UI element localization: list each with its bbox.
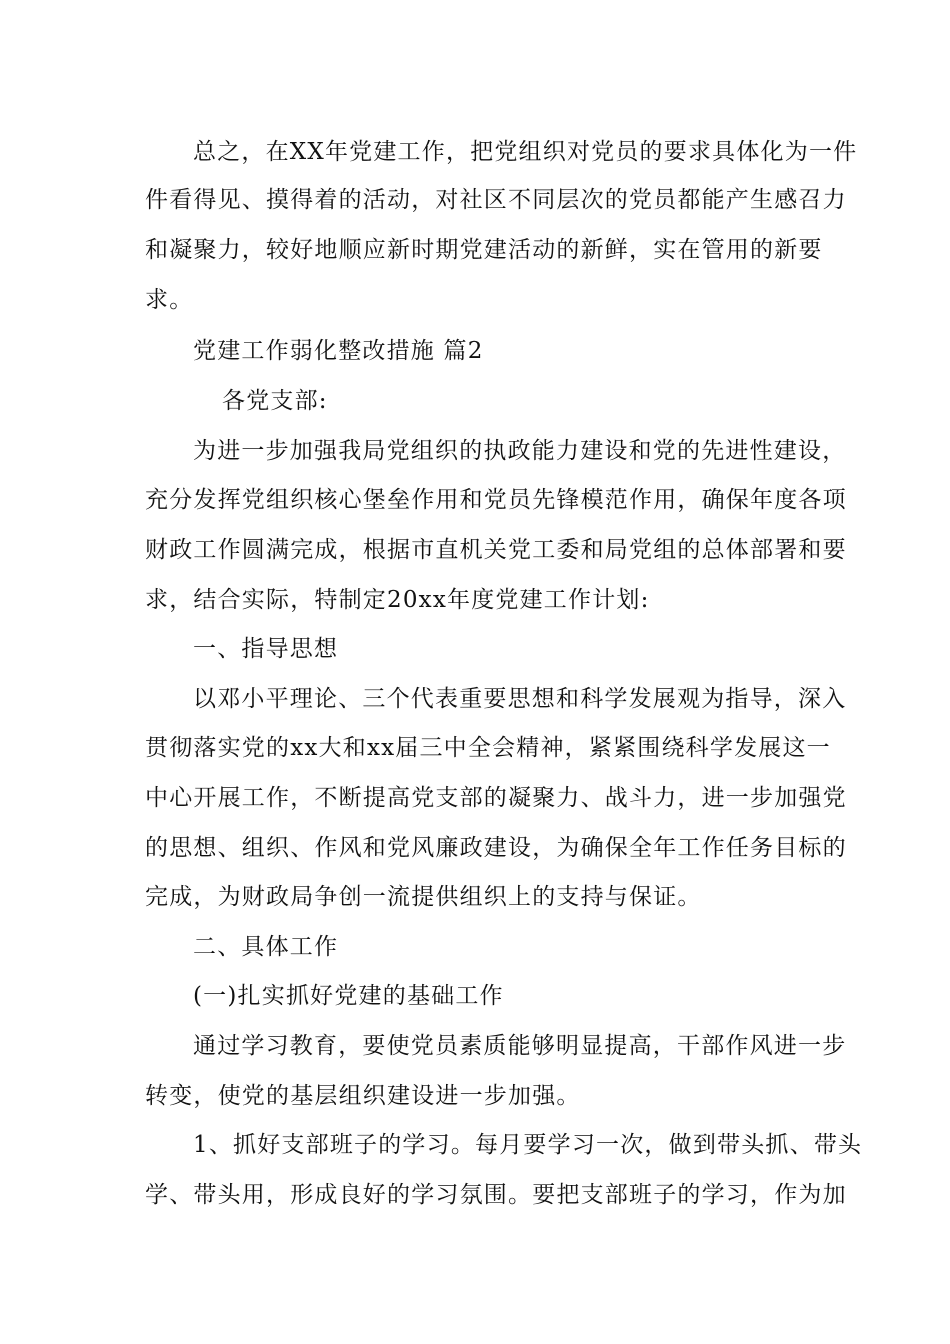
paragraph-line: 中心开展工作，不断提高党支部的凝聚力、战斗力，进一步加强党 — [145, 785, 847, 811]
paragraph-line: 充分发挥党组织核心堡垒作用和党员先锋模范作用，确保年度各项 — [145, 487, 847, 513]
paragraph-line: 转变，使党的基层组织建设进一步加强。 — [145, 1083, 581, 1109]
heading-specific-work: 二、具体工作 — [193, 934, 339, 960]
paragraph-line: 求，结合实际，特制定20xx年度党建工作计划: — [145, 587, 650, 613]
heading-guiding-thought: 一、指导思想 — [193, 636, 339, 662]
paragraph-line: 学、带头用，形成良好的学习氛围。要把支部班子的学习，作为加 — [145, 1182, 847, 1208]
paragraph-line: 以邓小平理论、三个代表重要思想和科学发展观为指导，深入 — [193, 686, 847, 712]
paragraph-line: 和凝聚力，较好地顺应新时期党建活动的新鲜，实在管用的新要 — [145, 237, 823, 263]
paragraph-line: 贯彻落实党的xx大和xx届三中全会精神，紧紧围绕科学发展这一 — [145, 735, 831, 761]
section-title: 党建工作弱化整改措施 篇2 — [193, 338, 484, 364]
subheading-basic-work: (一)扎实抓好党建的基础工作 — [193, 983, 504, 1009]
salutation: 各党支部: — [222, 388, 328, 414]
paragraph-line: 完成，为财政局争创一流提供组织上的支持与保证。 — [145, 884, 702, 910]
paragraph-line: 通过学习教育，要使党员素质能够明显提高，干部作风进一步 — [193, 1033, 847, 1059]
paragraph-line: 的思想、组织、作风和党风廉政建设，为确保全年工作任务目标的 — [145, 835, 847, 861]
paragraph-line: 财政工作圆满完成，根据市直机关党工委和局党组的总体部署和要 — [145, 537, 847, 563]
paragraph-line: 为进一步加强我局党组织的执政能力建设和党的先进性建设， — [193, 438, 847, 464]
paragraph-line: 件看得见、摸得着的活动，对社区不同层次的党员都能产生感召力 — [145, 187, 847, 213]
paragraph-line: 1、抓好支部班子的学习。每月要学习一次，做到带头抓、带头 — [193, 1132, 863, 1158]
paragraph-line: 求。 — [145, 287, 194, 313]
paragraph-line: 总之，在XX年党建工作，把党组织对党员的要求具体化为一件 — [193, 139, 858, 165]
